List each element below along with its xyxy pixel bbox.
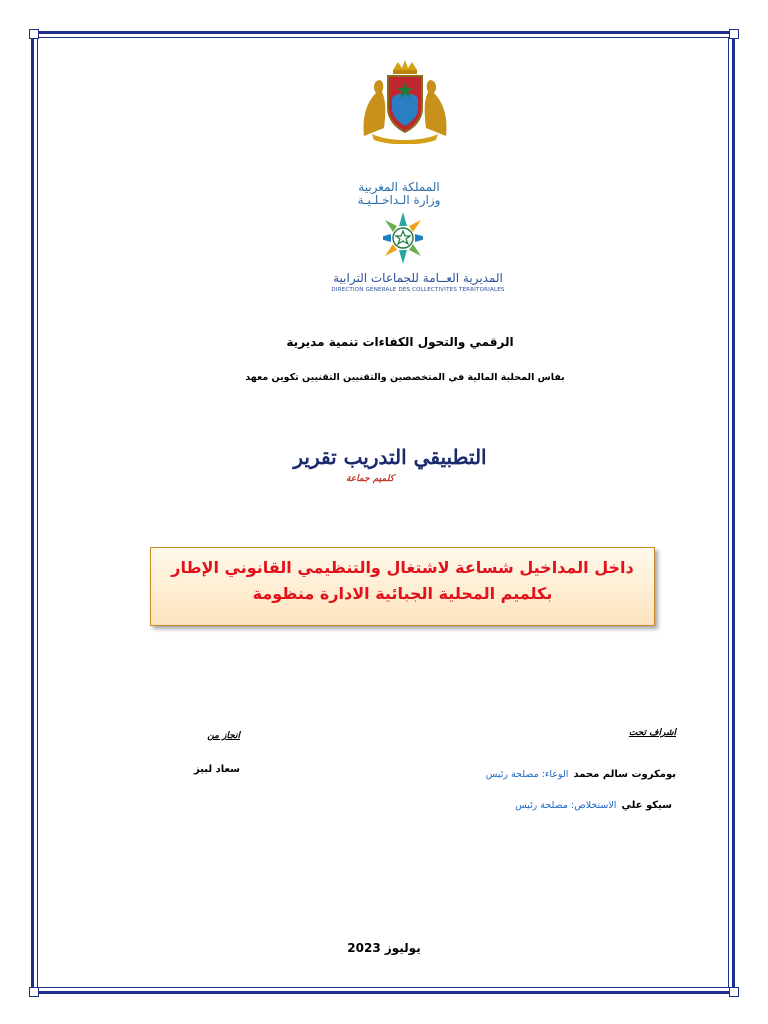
corner-ornament [29, 987, 39, 997]
dgct-star-logo-icon [383, 210, 423, 268]
subject-box [150, 547, 655, 626]
kingdom-name: المملكة المغربية [358, 180, 440, 194]
prepared-by-label: انجاز من [207, 731, 240, 741]
supervisor-name: بومكروت سالم محمد [573, 769, 676, 780]
corner-ornament [729, 29, 739, 39]
directorate-name: الرقمي والتحول الكفاءات تنمية مديرية [286, 335, 514, 349]
supervisor-entry [380, 793, 672, 812]
supervisor-role: الاستخلاص: مصلحة رئيس [515, 800, 617, 811]
dgct-name-arabic: المديرية العــامة للجماعات الترابية [333, 271, 503, 285]
report-subtitle: كلميم جماعة [345, 474, 394, 484]
institute-name: بفاس المحلية المالية في المتخصصين والتقنيين التقنيين تكوين معهد [245, 372, 565, 383]
dgct-name-french: DIRECTION GENERALE DES COLLECTIVITES TERRITORIALES [331, 287, 505, 293]
supervisor-entry [380, 762, 676, 781]
subject-line-2: بكلميم المحلية الجبائية الادارة منظومة [252, 584, 553, 603]
coat-of-arms-icon [358, 58, 452, 144]
corner-ornament [729, 987, 739, 997]
supervision-label: اشراف تحت [628, 728, 676, 738]
supervisor-role: الوعاء: مصلحة رئيس [485, 769, 569, 780]
supervisor-name: سيكو علي [621, 800, 672, 811]
student-name: سعاد لبيز [194, 764, 240, 775]
corner-ornament [29, 29, 39, 39]
report-title: التطبيقي التدريب تقرير [293, 445, 487, 469]
ministry-name: وزارة الـداخـلـيـة [357, 193, 441, 207]
report-date: يوليوز 2023 [347, 941, 421, 955]
subject-line-1: داخل المداخيل شساعة لاشتغال والتنظيمي القانوني الإطار [171, 558, 634, 577]
